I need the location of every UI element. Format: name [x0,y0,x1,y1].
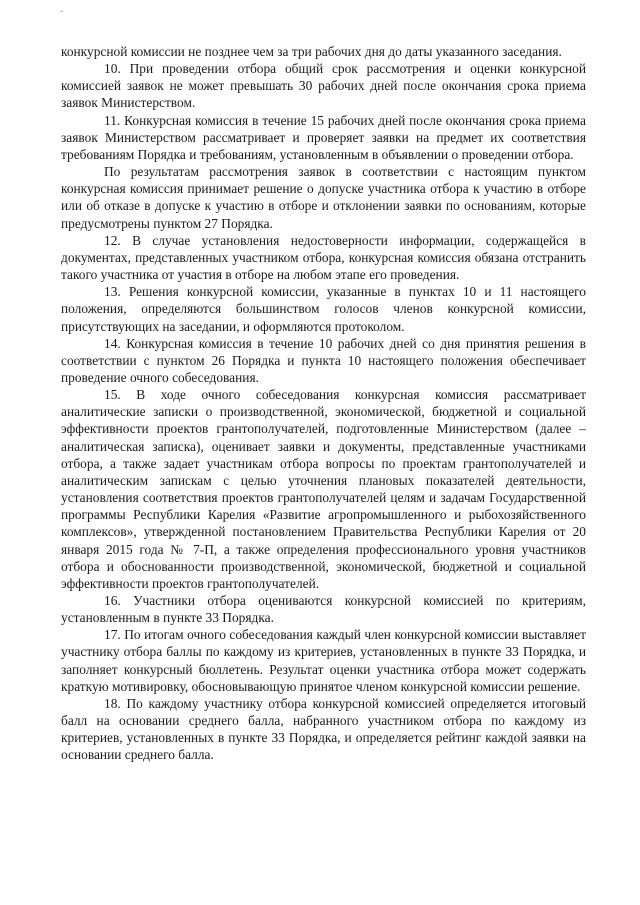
paragraph-18: 18. По каждому участнику отбора конкурсной комиссией определяется итоговый балл на основании среднего балла, набранного участником отбора по каждому из критериев, установленных в пункте 33 Порядка, и определяется рейтинг каждой заявки на основании среднего балла. [61,695,586,763]
paragraph-14: 14. Конкурсная комиссия в течение 10 рабочих дней со дня принятия решения в соответствии с пунктом 26 Порядка и пункта 10 настоящего положения обеспечивает проведение очного собеседования. [61,335,586,385]
paragraph-16: 16. Участники отбора оцениваются конкурсной комиссией по критериям, установленным в пункте 33 Порядка. [61,593,586,626]
paragraph-17: 17. По итогам очного собеседования каждый член конкурсной комиссии выставляет участнику отбора баллы по каждому из критериев, установленных в пункте 33 Порядка, и заполняет конкурсный бюллетень. Результат оценки участника отбора может содержать краткую мотивировку, обосновывающую принятое членом конкурсной комиссии решение. [61,627,586,694]
page-mark: - [60,6,64,17]
paragraph-15: 15. В ходе очного собеседования конкурсная комиссия рассматривает аналитические записки о производственной, экономической, бюджетной и социальной эффективности проектов грантополучателей, подготовленные Министерством (далее – аналитическая записка), оценивает заявки и документы, представленные участниками отбора, а также задает участникам отбора вопросы по проектам грантополучателей и аналитическим запискам с целью уточнения плановых показателей деятельности, установления соответствия проектов грантополучателей целям и задачам Государственной программы Республики Карелия «Развитие агропромышленного и рыбохозяйственного комплексов», утвержденной постановлением Правительства Республики Карелия от 20 января 2015 года № 7-П, а также определения профессионального уровня участников отбора и обоснованности производственной, экономической, бюджетной и социальной эффективности проектов грантополучателей. [61,387,586,591]
paragraph-12: 12. В случае установления недостоверности информации, содержащейся в документах, представленных участником отбора, конкурсная комиссия обязана отстранить такого участника от участия в отборе на любом этапе его проведения. [61,232,586,283]
paragraph-11: 11. Конкурсная комиссия в течение 15 рабочих дней после окончания срока приема заявок Министерством рассматривает и проверяет заявки на предмет их соответствия требованиям Порядка и требованиям, установленным в объявлении о проведении отбора. [61,112,586,162]
paragraph-10: 10. При проведении отбора общий срок рассмотрения и оценки конкурсной комиссией заявок не может превышать 30 рабочих дней после окончания срока приема заявок Министерством. [61,61,586,111]
paragraph-continuation: конкурсной комиссии не позднее чем за три рабочих дня до даты указанного заседания. [61,44,562,59]
document-body [61,43,586,764]
paragraph-11-results: По результатам рассмотрения заявок в соответствии с настоящим пунктом конкурсная комиссия принимает решение о допуске участника отбора к участию в отборе или об отказе в допуске к участию в отборе и отклонении заявки по основаниям, которые предусмотрены пунктом 27 Порядка. [61,164,586,231]
paragraph-13: 13. Решения конкурсной комиссии, указанные в пунктах 10 и 11 настоящего положения, определяются большинством голосов членов конкурсной комиссии, присутствующих на заседании, и оформляются протоколом. [61,284,586,334]
